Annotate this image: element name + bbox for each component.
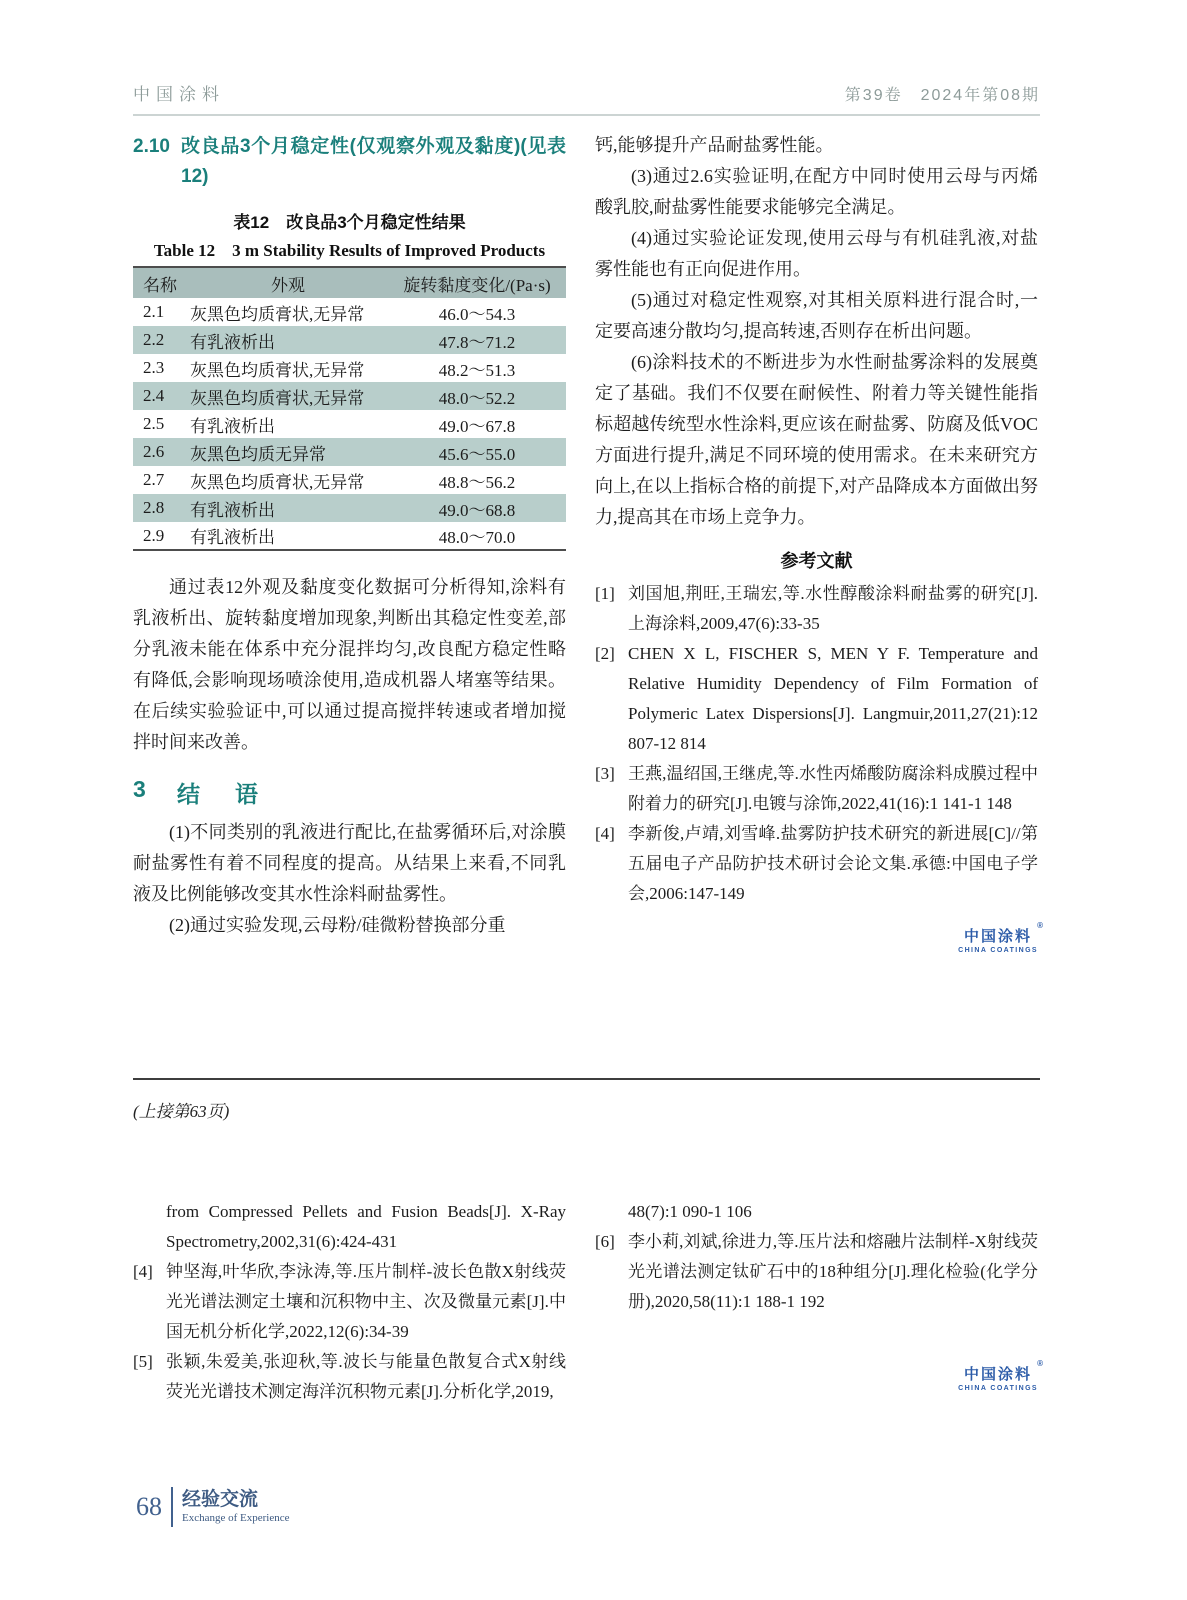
reference-item xyxy=(595,819,1038,909)
column-header-appearance: 外观 xyxy=(188,267,388,298)
cell-viscosity: 48.0～52.2 xyxy=(388,382,566,410)
cell-viscosity: 47.8～71.2 xyxy=(388,326,566,354)
cell-appearance: 灰黑色均质膏状,无异常 xyxy=(190,360,365,380)
table-row xyxy=(133,522,566,550)
cell-viscosity: 49.0～68.8 xyxy=(388,494,566,522)
reference-number: [2] xyxy=(595,644,615,663)
cell-viscosity: 48.8～56.2 xyxy=(438,472,516,492)
reference-number: [5] xyxy=(133,1352,153,1371)
continuation-note: (上接第63页) xyxy=(133,1102,230,1121)
logo-cn-label: 中国涂料 xyxy=(964,928,1033,945)
table-row xyxy=(133,466,566,494)
column-title-cn: 经验交流 xyxy=(182,1489,259,1510)
section-title: 改良品3个月稳定性(仅观察外观及黏度)(见表12) xyxy=(181,136,566,187)
cell-name: 2.1 xyxy=(143,302,165,321)
cell-name: 2.6 xyxy=(133,438,188,466)
conclusion-paragraph-6: (6)涂料技术的不断进步为水性耐盐雾涂料的发展奠定了基础。我们不仅要在耐候性、附着力等关键性能指标超越传统型水性涂料,更应该在耐盐雾、防腐及低VOC方面进行提升,满足不同环境的使用需求。在未来研究方向上,在以上指标合格的前提下,对产品降成本方面做出努力,提高其在市场上竞争力。 xyxy=(595,352,1038,527)
table-row xyxy=(133,494,566,522)
references-heading: 参考文献 xyxy=(780,551,853,571)
cell-name: 2.7 xyxy=(143,470,165,489)
journal-name: 中国涂料 xyxy=(133,85,225,104)
logo-cn-text xyxy=(958,921,1045,946)
cell-name: 2.5 xyxy=(143,414,165,433)
reference-number: [4] xyxy=(133,1262,153,1281)
table-row xyxy=(133,326,566,354)
reference-item xyxy=(133,1347,566,1407)
logo-en-text: CHINA COATINGS xyxy=(958,947,1038,954)
logo-cn-text xyxy=(958,1359,1045,1384)
table-caption-cn: 表12 改良品3个月稳定性结果 xyxy=(233,213,466,232)
reference-continuation-text: 48(7):1 090-1 106 xyxy=(628,1202,752,1221)
reference-item xyxy=(133,1257,566,1347)
reference-text: 钟坚海,叶华欣,李泳涛,等.压片制样-波长色散X射线荧光光谱法测定土壤和沉积物中主、次及微量元素[J].中国无机分析化学,2022,12(6):34-39 xyxy=(166,1262,566,1341)
table-row xyxy=(133,354,566,382)
reference-number: [6] xyxy=(595,1232,615,1251)
table-row xyxy=(133,382,566,410)
reference-item xyxy=(595,1227,1038,1317)
table-row xyxy=(133,298,566,326)
reference-number: [4] xyxy=(595,824,615,843)
section-2-10-heading xyxy=(133,132,566,192)
section-3-heading xyxy=(133,776,566,809)
cell-appearance: 有乳液析出 xyxy=(190,528,275,547)
cell-appearance: 有乳液析出 xyxy=(190,416,275,436)
cell-name: 2.4 xyxy=(133,382,188,410)
page-number: 68 xyxy=(136,1492,162,1521)
reference-item xyxy=(595,759,1038,819)
cell-viscosity: 45.6～55.0 xyxy=(388,438,566,466)
analysis-paragraph: 通过表12外观及黏度变化数据可分析得知,涂料有乳液析出、旋转黏度增加现象,判断出其稳定性变差,部分乳液未能在体系中充分混拌均匀,改良配方稳定性略有降低,会影响现场喷涂使用,造成机器人堵塞等结果。在后续实验验证中,可以通过提高搅拌转速或者增加搅拌时间来改善。 xyxy=(133,577,566,752)
reference-text: 张颖,朱爱美,张迎秋,等.波长与能量色散复合式X射线荧光光谱技术测定海洋沉积物元素[J].分析化学,2019, xyxy=(166,1352,566,1401)
stability-table xyxy=(133,266,566,551)
cell-viscosity: 46.0～54.3 xyxy=(438,304,516,324)
cell-name: 2.3 xyxy=(143,358,165,377)
registered-mark-icon: ® xyxy=(1037,1359,1045,1368)
page-footer xyxy=(136,1487,290,1527)
logo-wrapper xyxy=(595,921,1045,957)
stability-table-head xyxy=(133,267,566,298)
china-coatings-logo xyxy=(958,921,1045,954)
reference-number: [3] xyxy=(595,764,615,783)
conclusion-paragraph-2: (2)通过实验发现,云母粉/硅微粉替换部分重 xyxy=(169,915,506,935)
column-title-en: Exchange of Experience xyxy=(182,1512,290,1524)
cell-appearance: 灰黑色均质无异常 xyxy=(188,438,388,466)
cell-appearance: 有乳液析出 xyxy=(188,494,388,522)
issue-info: 第39卷 2024年第08期 xyxy=(844,87,1040,104)
footer-divider-bar xyxy=(171,1487,173,1527)
section-3-title: 结 语 xyxy=(177,781,264,807)
cell-appearance: 灰黑色均质膏状,无异常 xyxy=(190,304,365,324)
page-header xyxy=(133,80,1040,116)
column-header-name: 名称 xyxy=(133,267,188,298)
reference-text: 刘国旭,荆旺,王瑞宏,等.水性醇酸涂料耐盐雾的研究[J].上海涂料,2009,47(6):33-35 xyxy=(628,584,1038,633)
cell-appearance: 灰黑色均质膏状,无异常 xyxy=(188,382,388,410)
cell-name: 2.8 xyxy=(133,494,188,522)
logo-cn-label: 中国涂料 xyxy=(964,1366,1033,1383)
conclusion-paragraph-5: (5)通过对稳定性观察,对其相关原料进行混合时,一定要高速分散均匀,提高转速,否则存在析出问题。 xyxy=(595,290,1038,341)
cell-name: 2.9 xyxy=(143,525,165,545)
bottom-right-column xyxy=(595,1197,1045,1395)
table-row xyxy=(133,410,566,438)
reference-text: 李小莉,刘斌,徐进力,等.压片法和熔融片法制样-X射线荧光光谱法测定钛矿石中的18种组分[J].理化检验(化学分册),2020,58(11):1 188-1 192 xyxy=(628,1232,1038,1311)
reference-item xyxy=(595,579,1038,639)
section-number: 2.10 xyxy=(133,136,170,157)
logo-wrapper xyxy=(595,1359,1045,1395)
stability-table-body xyxy=(133,298,566,550)
cell-appearance: 灰黑色均质膏状,无异常 xyxy=(190,472,365,492)
column-title-block xyxy=(182,1489,290,1525)
conclusion-paragraph-4: (4)通过实验论证发现,使用云母与有机硅乳液,对盐雾性能也有正向促进作用。 xyxy=(595,228,1038,279)
section-3-number: 3 xyxy=(133,776,146,802)
china-coatings-logo xyxy=(958,1359,1045,1392)
cell-name: 2.2 xyxy=(133,326,188,354)
cell-viscosity: 49.0～67.8 xyxy=(438,416,516,436)
reference-item xyxy=(595,639,1038,759)
logo-en-text: CHINA COATINGS xyxy=(958,1385,1038,1392)
continuation-paragraph: 钙,能够提升产品耐盐雾性能。 xyxy=(595,135,834,155)
registered-mark-icon: ® xyxy=(1037,921,1045,930)
table-header-row xyxy=(133,267,566,298)
reference-text: 王燕,温绍国,王继虎,等.水性丙烯酸防腐涂料成膜过程中附着力的研究[J].电镀与涂饰,2022,41(16):1 141-1 148 xyxy=(628,764,1038,813)
right-column xyxy=(595,130,1045,957)
reference-number: [1] xyxy=(595,584,615,603)
table-row xyxy=(133,438,566,466)
reference-text: 李新俊,卢靖,刘雪峰.盐雾防护技术研究的新进展[C]//第五届电子产品防护技术研讨会论文集.承德:中国电子学会,2006:147-149 xyxy=(628,824,1038,903)
table-caption-en: Table 12 3 m Stability Results of Improved Products xyxy=(153,241,546,260)
left-column xyxy=(133,132,566,941)
section-divider xyxy=(133,1078,1040,1080)
cell-appearance: 有乳液析出 xyxy=(188,326,388,354)
reference-text: CHEN X L, FISCHER S, MEN Y F. Temperature and Relative Humidity Dependency of Film Formation of Polymeric Latex Dispersions[J]. Langmuir,2011,27(21):12 807-12 814 xyxy=(628,644,1038,753)
column-header-viscosity: 旋转黏度变化/(Pa·s) xyxy=(388,267,566,298)
bottom-left-column xyxy=(133,1197,566,1407)
conclusion-paragraph-3: (3)通过2.6实验证明,在配方中同时使用云母与丙烯酸乳胶,耐盐雾性能要求能够完全满足。 xyxy=(595,166,1038,217)
cell-viscosity: 48.0～70.0 xyxy=(438,528,516,547)
conclusion-paragraph-1: (1)不同类别的乳液进行配比,在盐雾循环后,对涂膜耐盐雾性有着不同程度的提高。从结果上来看,不同乳液及比例能够改变其水性涂料耐盐雾性。 xyxy=(133,822,566,904)
cell-viscosity: 48.2～51.3 xyxy=(438,360,516,380)
reference-continuation-text: from Compressed Pellets and Fusion Beads[J]. X-Ray Spectrometry,2002,31(6):424-431 xyxy=(166,1202,566,1251)
